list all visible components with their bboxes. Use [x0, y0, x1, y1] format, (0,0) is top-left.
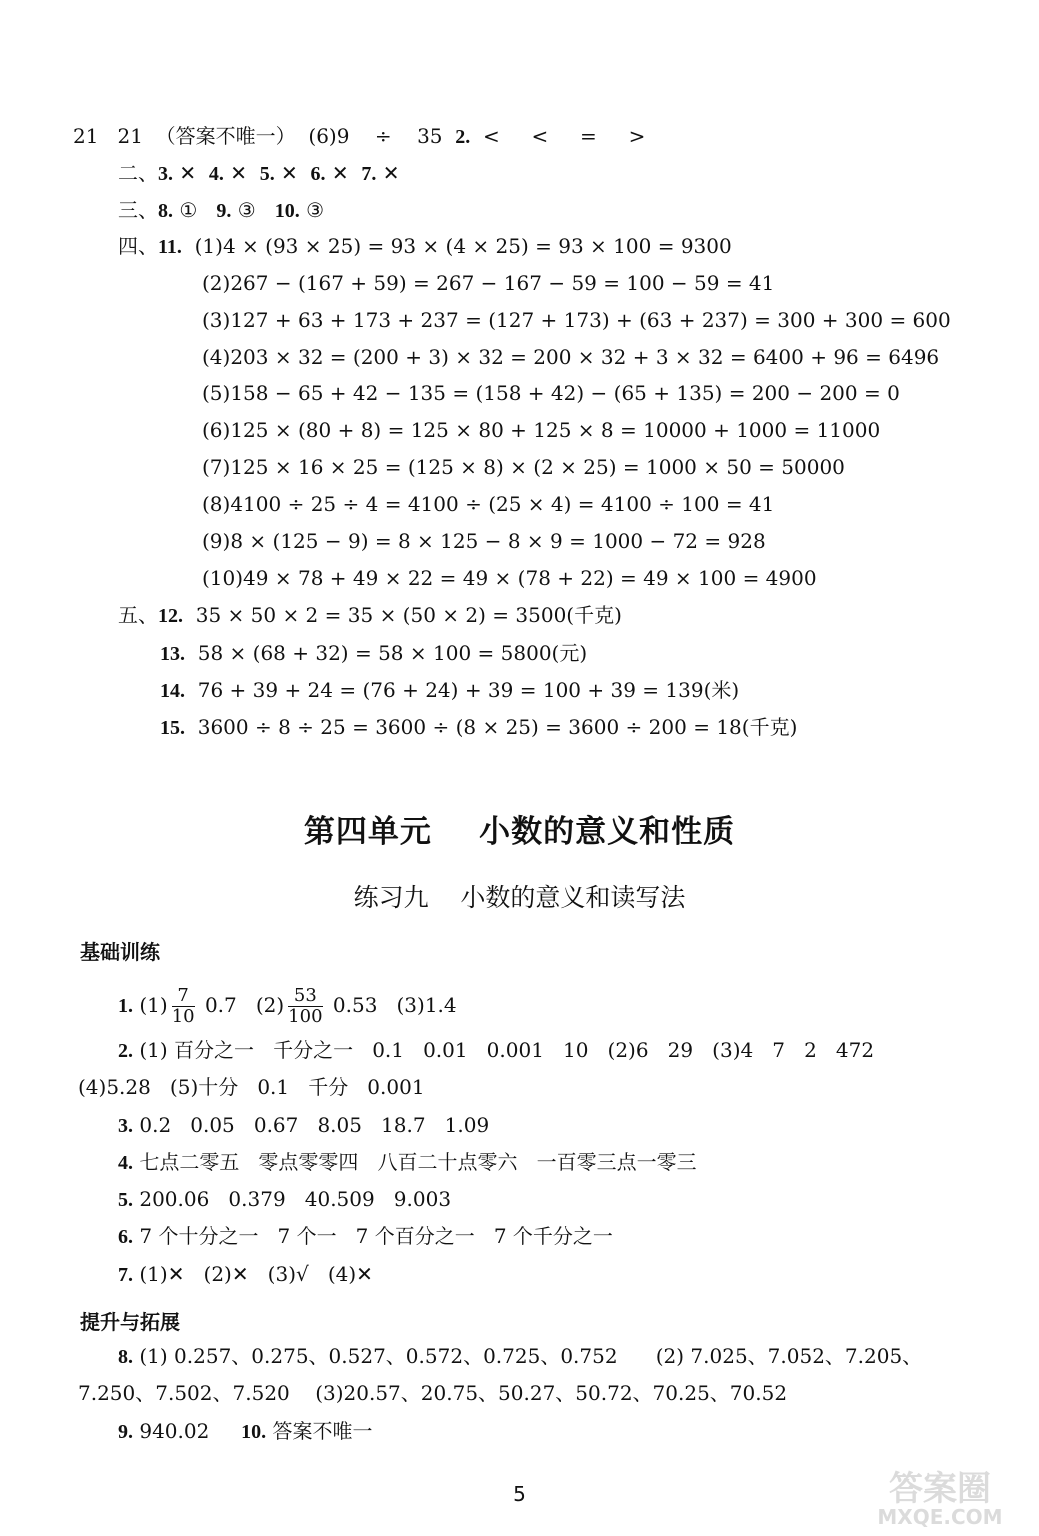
section-extension: 提升与拓展: [80, 1310, 180, 1334]
watermark-text-url: MXQE.COM: [877, 1505, 1003, 1528]
calc-line: (8)4100 ÷ 25 ÷ 4 = 4100 ÷ (25 × 4) = 4100 ÷ 100 = 41: [202, 492, 775, 516]
question-9-10: 9. 940.02 10. 答案不唯一: [118, 1419, 373, 1443]
line-calc-1: 四、11. (1)4 × (93 × 25) = 93 × (4 × 25) = 93 × 100 = 9300: [118, 234, 732, 258]
line-top-0: 21 21 （答案不唯一） (6)9 ÷ 35 2. < < = >: [73, 124, 646, 148]
question-1: 1. (1) $\frac{7}{10}$ 0.7 (2) $\frac{53}{100}$ 0.53 (3)1.4: [118, 985, 457, 1027]
line-choice: 三、8. ① 9. ③ 10. ③: [118, 198, 325, 222]
calc-line: (7)125 × 16 × 25 = (125 × 8) × (2 × 25) = 1000 × 50 = 50000: [202, 455, 845, 479]
question-5: 5. 200.06 0.379 40.509 9.003: [118, 1187, 452, 1211]
unit-title: 第四单元 小数的意义和性质: [303, 814, 736, 850]
line-judge: 二、3. ✕ 4. ✕ 5. ✕ 6. ✕ 7. ✕: [118, 161, 400, 185]
calc-line: (4)203 × 32 = (200 + 3) × 32 = 200 × 32 + 3 × 32 = 6400 + 96 = 6496: [202, 345, 940, 369]
lesson-title: 练习九 小数的意义和读写法: [353, 883, 686, 912]
question-3: 3. 0.2 0.05 0.67 8.05 18.7 1.09: [118, 1113, 490, 1137]
word-problem-14: 14. 76 + 39 + 24 = (76 + 24) + 39 = 100 + 39 = 139(米): [160, 678, 740, 702]
word-problem-15: 15. 3600 ÷ 8 ÷ 25 = 3600 ÷ (8 × 25) = 3600 ÷ 200 = 18(千克): [160, 715, 798, 739]
calc-line: (3)127 + 63 + 173 + 237 = (127 + 173) + (63 + 237) = 300 + 300 = 600: [202, 308, 951, 332]
calc-line: (2)267 − (167 + 59) = 267 − 167 − 59 = 100 − 59 = 41: [202, 271, 775, 295]
watermark-text-main: 答案圈: [889, 1469, 991, 1509]
fraction-7-10: $\frac{7}{10}$: [171, 985, 195, 1027]
word-problem-13: 13. 58 × (68 + 32) = 58 × 100 = 5800(元): [160, 641, 588, 665]
watermark-logo: [851, 1466, 1029, 1528]
question-8-cont: 7.250、7.502、7.520 (3)20.57、20.75、50.27、50.72、70.25、70.52: [78, 1381, 788, 1405]
calc-line: (5)158 − 65 + 42 − 135 = (158 + 42) − (65 + 135) = 200 − 200 = 0: [202, 381, 900, 405]
fraction-53-100: $\frac{53}{100}$: [288, 985, 323, 1027]
page-number: 5: [513, 1482, 526, 1506]
word-problem-12: 五、12. 35 × 50 × 2 = 35 × (50 × 2) = 3500(千克): [118, 603, 622, 627]
question-4: 4. 七点二零五 零点零零四 八百二十点零六 一百零三点一零三: [118, 1150, 697, 1174]
question-8: 8. (1) 0.257、0.275、0.527、0.572、0.725、0.752 (2) 7.025、7.052、7.205、: [118, 1344, 923, 1368]
question-6: 6. 7 个十分之一 7 个一 7 个百分之一 7 个千分之一: [118, 1224, 613, 1248]
calc-line: (6)125 × (80 + 8) = 125 × 80 + 125 × 8 = 10000 + 1000 = 11000: [202, 418, 881, 442]
section-basic-training: 基础训练: [80, 940, 160, 964]
calc-line: (10)49 × 78 + 49 × 22 = 49 × (78 + 22) = 49 × 100 = 4900: [202, 566, 817, 590]
question-2-cont: (4)5.28 (5)十分 0.1 千分 0.001: [78, 1075, 425, 1099]
question-2: 2. (1) 百分之一 千分之一 0.1 0.01 0.001 10 (2)6 29 (3)4 7 2 472: [118, 1038, 875, 1062]
calc-line: (9)8 × (125 − 9) = 8 × 125 − 8 × 9 = 1000 − 72 = 928: [202, 529, 766, 553]
question-7: 7. (1)✕ (2)✕ (3)√ (4)✕: [118, 1262, 373, 1286]
